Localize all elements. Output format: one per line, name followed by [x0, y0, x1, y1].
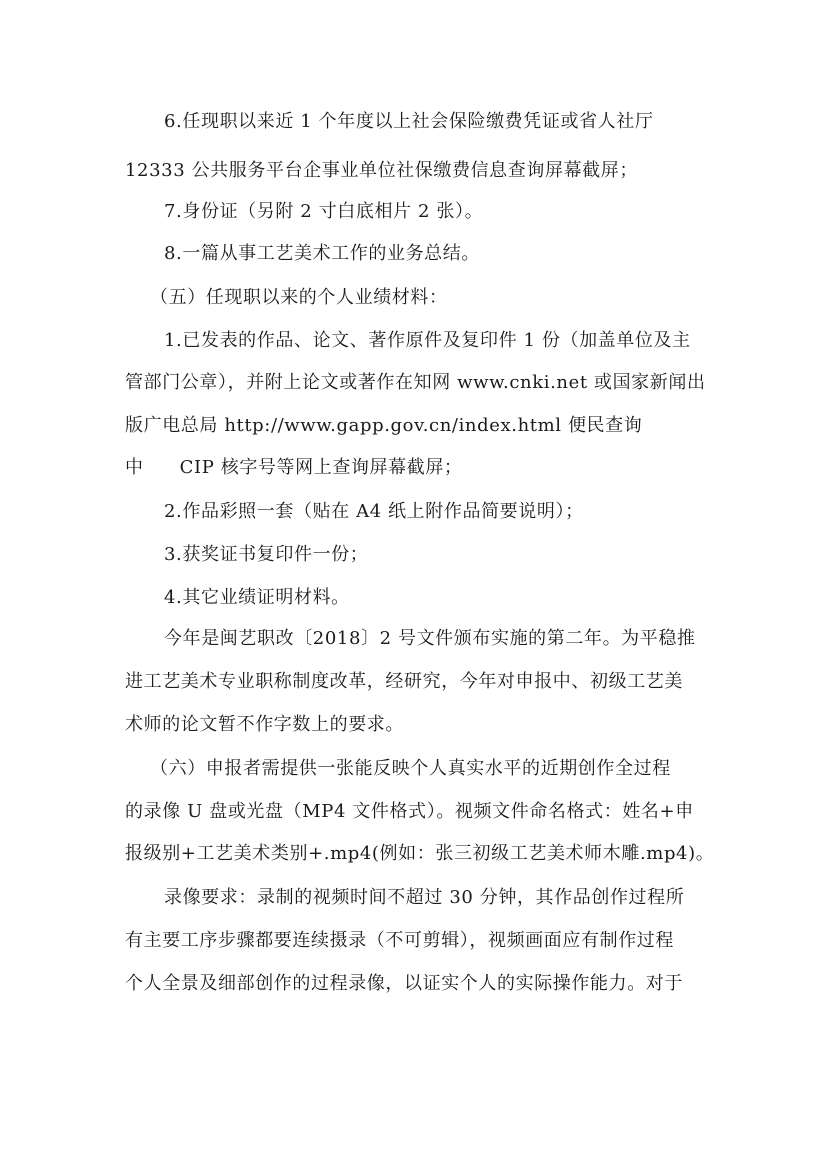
text-line: 录像要求：录制的视频时间不超过 30 分钟，其作品创作过程所	[164, 887, 685, 908]
text-fragment: CIP 核字号等网上查询屏幕截屏；	[179, 457, 463, 478]
text-line: 7.身份证（另附 2 寸白底相片 2 张）。	[164, 201, 484, 222]
text-line: 报级别+工艺美术类别+.mp4(例如：张三初级工艺美术师木雕.mp4)。	[125, 843, 715, 864]
text-line: 4.其它业绩证明材料。	[164, 587, 350, 608]
text-line: 有主要工序步骤都要连续摄录（不可剪辑），视频画面应有制作过程	[125, 930, 674, 951]
text-line: 今年是闽艺职改〔2018〕2 号文件颁布实施的第二年。为平稳推	[164, 628, 696, 649]
text-line: 8.一篇从事工艺美术工作的业务总结。	[164, 243, 480, 264]
text-line: 术师的论文暂不作字数上的要求。	[125, 714, 404, 735]
text-line: 1.已发表的作品、论文、著作原件及复印件 1 份（加盖单位及主	[164, 330, 691, 351]
text-fragment: 中	[125, 457, 144, 478]
text-line: 3.获奖证书复印件一份；	[164, 544, 369, 565]
text-line: 的录像 U 盘或光盘（MP4 文件格式）。视频文件命名格式：姓名+申	[125, 801, 694, 822]
text-line: 12333 公共服务平台企事业单位社保缴费信息查询屏幕截屏；	[125, 160, 638, 181]
text-line: 6.任现职以来近 1 个年度以上社会保险缴费凭证或省人社厅	[164, 111, 654, 132]
text-line: 2.作品彩照一套（贴在 A4 纸上附作品简要说明）；	[164, 501, 584, 522]
text-line: 进工艺美术专业职称制度改革，经研究，今年对申报中、初级工艺美	[125, 671, 683, 692]
text-line: 管部门公章），并附上论文或著作在知网 www.cnki.net 或国家新闻出	[125, 372, 706, 393]
section-heading: （六）申报者需提供一张能反映个人真实水平的近期创作全过程	[150, 758, 671, 779]
text-line: 个人全景及细部创作的过程录像，以证实个人的实际操作能力。对于	[125, 973, 683, 994]
text-line: 版广电总局 http://www.gapp.gov.cn/index.html 便民查询	[125, 415, 643, 436]
section-heading: （五）任现职以来的个人业绩材料：	[150, 287, 448, 308]
text-line	[125, 456, 463, 480]
